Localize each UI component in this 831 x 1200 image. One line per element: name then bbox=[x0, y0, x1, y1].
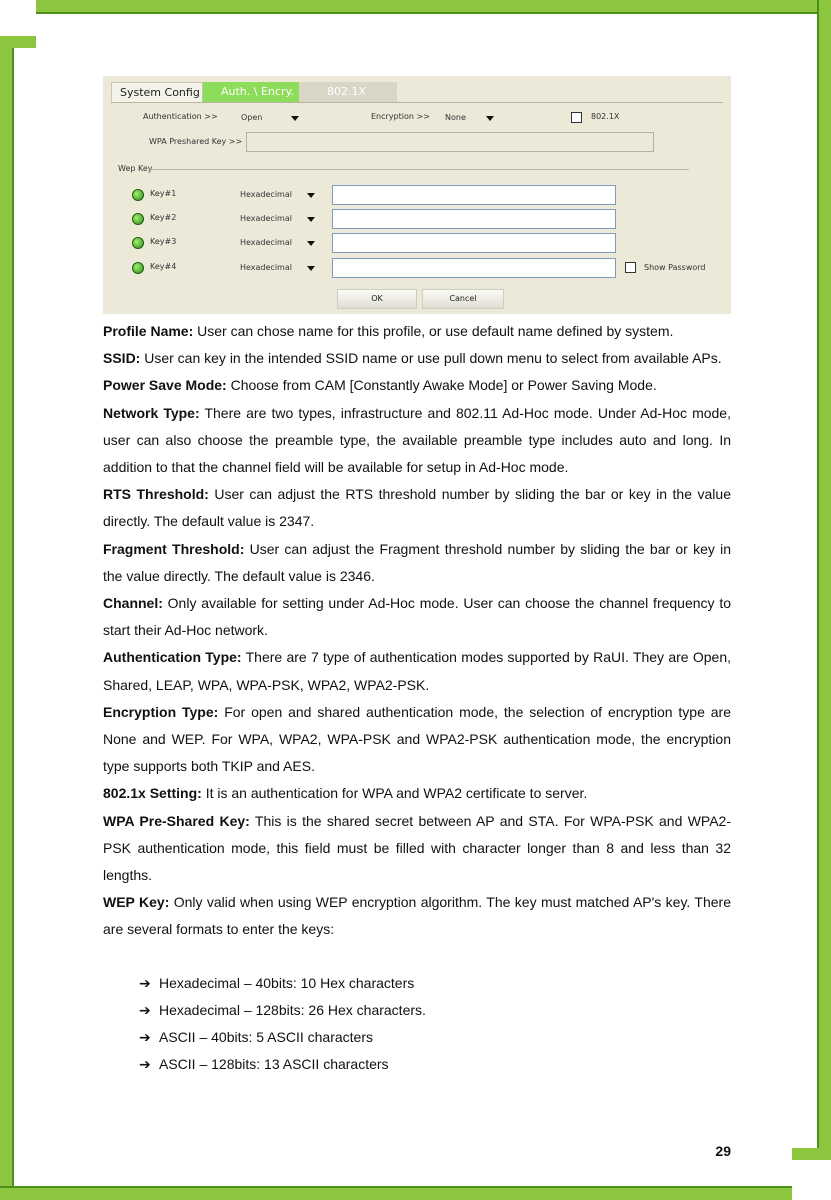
frame-top-inner bbox=[36, 12, 828, 14]
arrow-right-icon: ➔ bbox=[139, 1056, 151, 1072]
frame-corner-bottom-right bbox=[792, 1148, 831, 1160]
chevron-down-icon[interactable] bbox=[291, 116, 299, 121]
key4-input[interactable] bbox=[332, 258, 616, 278]
ok-button[interactable]: OK bbox=[337, 289, 417, 309]
encryption-label: Encryption >> bbox=[371, 112, 430, 121]
dot1x-label: 802.1X bbox=[591, 112, 620, 121]
show-password-label: Show Password bbox=[644, 263, 706, 272]
wpa-psk-label: WPA Preshared Key >> bbox=[149, 137, 243, 146]
list-item: ➔ Hexadecimal – 128bits: 26 Hex characters. bbox=[139, 997, 426, 1024]
paragraph-power-save: Power Save Mode: Choose from CAM [Constantly Awake Mode] or Power Saving Mode. bbox=[103, 377, 657, 394]
key4-label: Key#4 bbox=[150, 262, 177, 271]
paragraph-ssid: SSID: User can key in the intended SSID name or use pull down menu to select from available APs. bbox=[103, 350, 722, 367]
key3-radio[interactable] bbox=[132, 237, 144, 249]
frame-right bbox=[819, 0, 831, 1160]
frame-right-inner bbox=[817, 0, 819, 1160]
wep-key-divider bbox=[150, 169, 689, 170]
paragraph-8021x-setting: 802.1x Setting: It is an authentication for WPA and WPA2 certificate to server. bbox=[103, 785, 588, 802]
show-password-checkbox[interactable] bbox=[625, 262, 636, 273]
key4-radio[interactable] bbox=[132, 262, 144, 274]
key4-format-select[interactable]: Hexadecimal bbox=[240, 263, 292, 272]
key2-label: Key#2 bbox=[150, 213, 177, 222]
list-item: ➔ ASCII – 40bits: 5 ASCII characters bbox=[139, 1024, 426, 1051]
tab-divider bbox=[111, 102, 723, 103]
frame-top bbox=[36, 0, 828, 12]
key3-label: Key#3 bbox=[150, 237, 177, 246]
authentication-label: Authentication >> bbox=[143, 112, 218, 121]
key1-label: Key#1 bbox=[150, 189, 177, 198]
paragraph-network-type: Network Type: There are two types, infrastructure and 802.11 Ad-Hoc mode. Under Ad-Hoc mode, user can also choose the preamble type, the available preamble type includes auto and long. In addition to that the channel field will be available for setup in Ad-Hoc mode. bbox=[103, 404, 731, 476]
key2-input[interactable] bbox=[332, 209, 616, 229]
key3-input[interactable] bbox=[332, 233, 616, 253]
chevron-down-icon[interactable] bbox=[307, 217, 315, 222]
paragraph-rts-threshold: RTS Threshold: User can adjust the RTS threshold number by sliding the bar or key in the value directly. The default value is 2347. bbox=[103, 486, 731, 530]
wep-format-list bbox=[139, 970, 426, 1078]
dot1x-checkbox[interactable] bbox=[571, 112, 582, 123]
key2-format-select[interactable]: Hexadecimal bbox=[240, 214, 292, 223]
key1-radio[interactable] bbox=[132, 189, 144, 201]
paragraph-encryption-type: Encryption Type: For open and shared authentication mode, the selection of encryption type are None and WEP. For WPA, WPA2, WPA-PSK and WPA2-PSK authentication mode, the encryption type supports both TKIP and AES. bbox=[103, 703, 731, 775]
chevron-down-icon[interactable] bbox=[307, 193, 315, 198]
arrow-right-icon: ➔ bbox=[139, 1002, 151, 1018]
key1-input[interactable] bbox=[332, 185, 616, 205]
paragraph-fragment-threshold: Fragment Threshold: User can adjust the Fragment threshold number by sliding the bar or key in the value directly. The default value is 2346. bbox=[103, 540, 731, 584]
chevron-down-icon[interactable] bbox=[486, 116, 494, 121]
paragraph-channel: Channel: Only available for setting under Ad-Hoc mode. User can choose the channel frequency to start their Ad-Hoc network. bbox=[103, 595, 731, 639]
frame-left-inner bbox=[12, 36, 14, 1196]
page-number: 29 bbox=[715, 1143, 731, 1159]
encryption-select[interactable]: None bbox=[445, 113, 466, 122]
chevron-down-icon[interactable] bbox=[307, 266, 315, 271]
paragraph-wpa-psk: WPA Pre-Shared Key: This is the shared secret between AP and STA. For WPA-PSK and WPA2-PSK authentication mode, this field must be filled with character longer than 8 and less than 32 lengths. bbox=[103, 812, 731, 884]
arrow-right-icon: ➔ bbox=[139, 975, 151, 991]
description-text bbox=[103, 318, 731, 944]
tab-system-config[interactable]: System Config bbox=[111, 82, 203, 103]
key3-format-select[interactable]: Hexadecimal bbox=[240, 238, 292, 247]
cancel-button[interactable]: Cancel bbox=[422, 289, 504, 309]
list-item: ➔ Hexadecimal – 40bits: 10 Hex characters bbox=[139, 970, 426, 997]
wpa-psk-input[interactable] bbox=[246, 132, 654, 152]
frame-left bbox=[0, 36, 12, 1196]
wep-key-label: Wep Key bbox=[118, 164, 153, 173]
dialog-tabs bbox=[111, 82, 397, 102]
frame-corner-top-left bbox=[0, 36, 36, 48]
tab-auth-encry[interactable]: Auth. \ Encry. bbox=[203, 82, 299, 102]
paragraph-authentication-type: Authentication Type: There are 7 type of authentication modes supported by RaUI. They are Open, Shared, LEAP, WPA, WPA-PSK, WPA2, WPA2-PSK. bbox=[103, 649, 731, 693]
key2-radio[interactable] bbox=[132, 213, 144, 225]
authentication-select[interactable]: Open bbox=[241, 113, 263, 122]
frame-bottom-inner bbox=[0, 1186, 792, 1188]
tab-8021x: 802.1X bbox=[299, 82, 397, 102]
auth-encryption-dialog bbox=[103, 76, 731, 314]
frame-bottom bbox=[0, 1188, 792, 1200]
list-item: ➔ ASCII – 128bits: 13 ASCII characters bbox=[139, 1051, 426, 1078]
arrow-right-icon: ➔ bbox=[139, 1029, 151, 1045]
paragraph-profile-name: Profile Name: User can chose name for this profile, or use default name defined by system. bbox=[103, 323, 674, 339]
chevron-down-icon[interactable] bbox=[307, 241, 315, 246]
key1-format-select[interactable]: Hexadecimal bbox=[240, 190, 292, 199]
paragraph-wep-key: WEP Key: Only valid when using WEP encryption algorithm. The key must matched AP's key. There are several formats to enter the keys: bbox=[103, 894, 731, 938]
